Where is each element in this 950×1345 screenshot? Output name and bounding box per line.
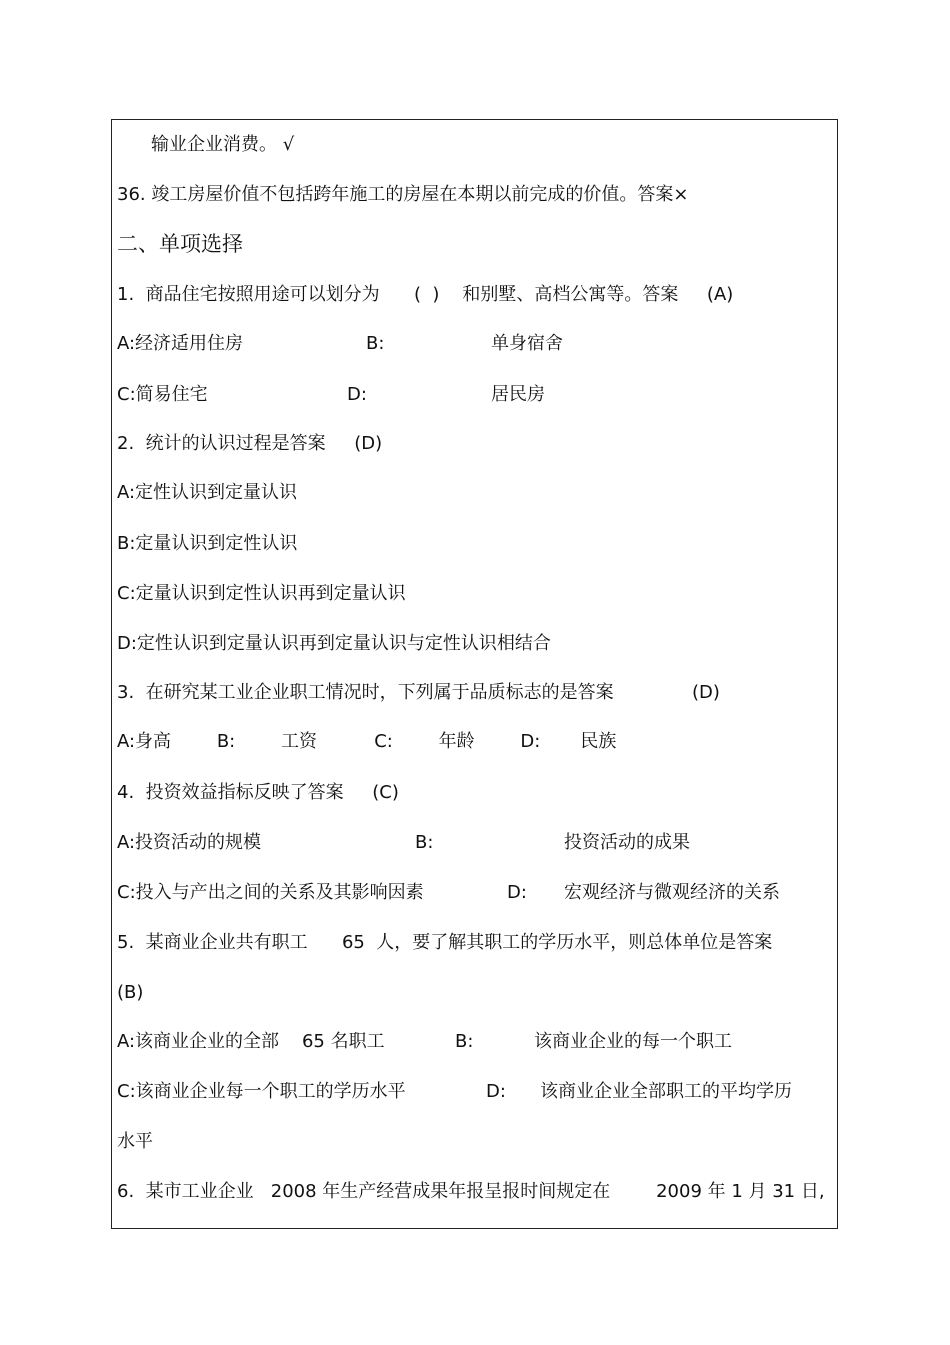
text-line: 36. 竣工房屋价值不包括跨年施工的房屋在本期以前完成的价值。答案× <box>117 184 689 205</box>
option-b-text: 该商业企业的每一个职工 <box>534 1031 732 1052</box>
question-1: 1. 商品住宅按照用途可以划分为 ( ) 和别墅、高档公寓等。答案 (A) <box>117 284 734 305</box>
option-c: C:简易住宅 <box>117 384 208 405</box>
option-d-label: D: <box>347 384 367 405</box>
question-6: 6. 某市工业企业 2008 年生产经营成果年报呈报时间规定在 2009 年 1 月 31 日, <box>117 1181 825 1202</box>
option-d-label: D: <box>507 882 527 903</box>
option-a: A:该商业企业的全部 65 名职工 <box>117 1031 385 1052</box>
option-a: A:定性认识到定量认识 <box>117 482 298 503</box>
text-line: 输业企业消费。 √ <box>151 134 295 155</box>
option-d-text: 居民房 <box>491 384 545 405</box>
option-b-label: B: <box>366 333 385 354</box>
option-a: A:投资活动的规模 <box>117 832 262 853</box>
options: A:身高 B: 工资 C: 年龄 D: 民族 <box>117 731 617 752</box>
option-b-label: B: <box>455 1031 474 1052</box>
question-2: 2. 统计的认识过程是答案 (D) <box>117 433 383 454</box>
question-5: 5. 某商业企业共有职工 65 人，要了解其职工的学历水平，则总体单位是答案 <box>117 932 773 953</box>
option-d-label: D: <box>486 1081 506 1102</box>
option-b-text: 单身宿舍 <box>491 333 563 354</box>
question-4: 4. 投资效益指标反映了答案 (C) <box>117 782 399 803</box>
option-a: A:经济适用住房 <box>117 333 244 354</box>
question-3: 3. 在研究某工业企业职工情况时，下列属于品质标志的是答案 <box>117 682 614 703</box>
section-heading: 二、单项选择 <box>117 232 243 256</box>
option-b-text: 投资活动的成果 <box>564 832 690 853</box>
option-d-text: 宏观经济与微观经济的关系 <box>564 882 780 903</box>
option-c: C:投入与产出之间的关系及其影响因素 <box>117 882 424 903</box>
option-d-continued: 水平 <box>117 1131 153 1152</box>
answer: (D) <box>692 682 720 703</box>
option-d: D:定性认识到定量认识再到定量认识与定性认识相结合 <box>117 633 551 654</box>
option-c: C:定量认识到定性认识再到定量认识 <box>117 583 406 604</box>
option-b-label: B: <box>415 832 434 853</box>
answer: (B) <box>117 982 144 1003</box>
option-d-text: 该商业企业全部职工的平均学历 <box>540 1081 792 1102</box>
option-c: C:该商业企业每一个职工的学历水平 <box>117 1081 406 1102</box>
option-b: B:定量认识到定性认识 <box>117 533 298 554</box>
